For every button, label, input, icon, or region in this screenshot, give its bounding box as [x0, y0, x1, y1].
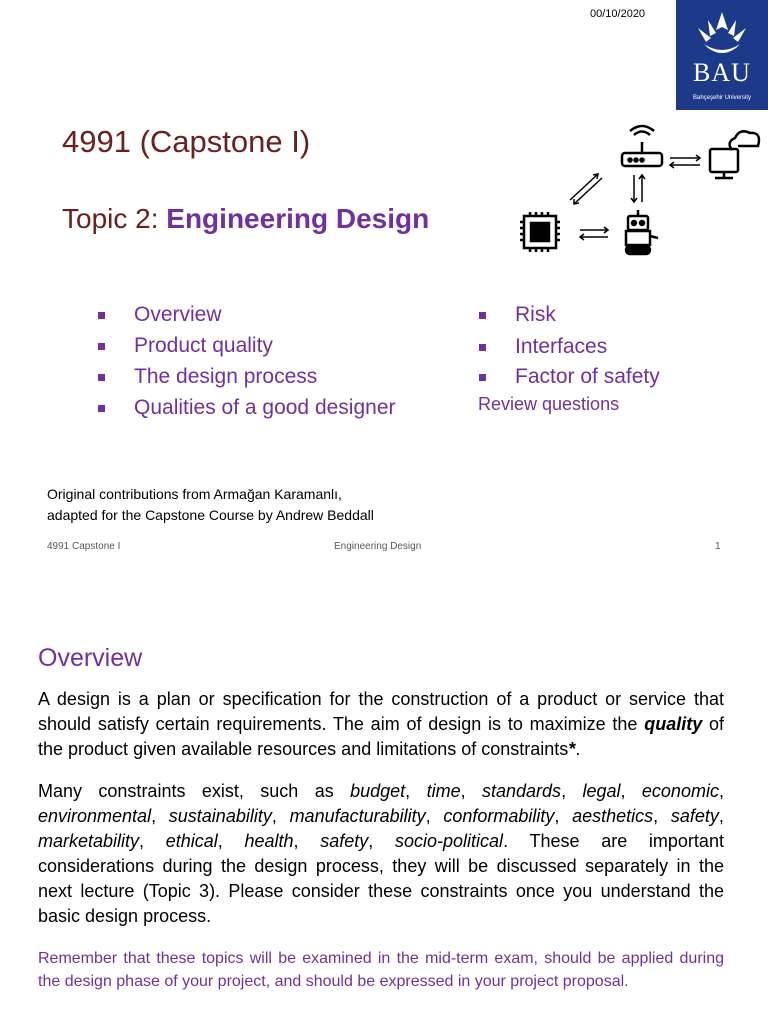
microchip-icon	[520, 212, 560, 252]
text-run: Many constraints exist, such as	[38, 781, 351, 801]
list-item-risk: Risk	[515, 303, 556, 326]
logo-subtitle: Bahçeşehir University	[692, 95, 752, 101]
constraint-term: conformability	[443, 806, 555, 826]
robot-icon	[626, 210, 658, 254]
footer-topic: Engineering Design	[334, 541, 422, 552]
topic-heading	[62, 203, 429, 235]
exam-reminder: Remember that these topics will be examined in the mid-term exam, should be applied during the design phase of your project, and should be expressed in your project proposal.	[38, 950, 724, 990]
quality-emphasis: quality	[644, 714, 703, 734]
constraint-term: time	[426, 781, 461, 801]
constraint-term: marketability	[38, 831, 140, 851]
credits-line: adapted for the Capstone Course by Andrew Beddall	[47, 507, 374, 523]
constraint-term: economic	[641, 781, 719, 801]
topic-name: Engineering Design	[166, 203, 430, 234]
cloud-computer-icon	[710, 131, 759, 178]
constraint-list: budget, time, standards, legal, economic, environmental, sustainability, manufacturability, conformability, aesthetics, safety, marketability, ethical, health, safety, socio-political	[38, 781, 724, 851]
bau-logo	[676, 0, 768, 110]
constraint-term: socio-political	[395, 831, 504, 851]
list-item-design-process: The design process	[134, 365, 318, 388]
network-diagram	[510, 120, 765, 265]
list-item-product-quality: Product quality	[134, 334, 273, 357]
bullet-marker	[98, 312, 105, 319]
bullet-marker	[98, 374, 105, 381]
bullet-marker	[98, 343, 105, 350]
text-run: . These are important considerations during the design process, they will be discussed separately in the next lecture (Topic 3). Please consider these constraints once you understand the basic design process.	[38, 831, 724, 926]
list-item-good-designer: Qualities of a good designer	[134, 396, 396, 419]
topic-prefix: Topic 2:	[62, 203, 167, 234]
bullet-marker	[98, 405, 105, 412]
constraint-term: ethical	[165, 831, 218, 851]
footer-course: 4991 Capstone I	[47, 541, 121, 552]
constraint-term: legal	[582, 781, 621, 801]
credits-line: Original contributions from Armağan Karamanlı,	[47, 486, 342, 502]
constraint-term: safety	[670, 806, 719, 826]
constraint-term: standards	[482, 781, 562, 801]
page-number: 1	[715, 541, 721, 552]
list-item-interfaces: Interfaces	[515, 335, 608, 358]
credits	[47, 484, 374, 526]
list-item-factor-of-safety: Factor of safety	[515, 365, 660, 388]
constraint-term: manufacturability	[289, 806, 426, 826]
logo-text: BAU	[693, 58, 751, 87]
text-run: .	[575, 739, 581, 759]
constraint-term: safety	[320, 831, 369, 851]
bullet-marker	[479, 374, 486, 381]
bullet-marker	[479, 312, 486, 319]
slide-date: 00/10/2020	[590, 8, 646, 20]
constraint-term: environmental	[38, 806, 152, 826]
constraint-term: budget	[350, 781, 406, 801]
constraint-term: aesthetics	[572, 806, 654, 826]
constraints-paragraph	[38, 779, 724, 929]
list-item-overview: Overview	[134, 303, 222, 326]
course-title: 4991 (Capstone I)	[62, 124, 311, 159]
text-run: A design is a plan or specification for the construction of a product or service that should satisfy certain requirements. The aim of design is to maximize the	[38, 689, 724, 734]
constraint-term: sustainability	[168, 806, 272, 826]
text-run: of the product given available resources and limitations of constraints	[38, 714, 725, 759]
overview-heading: Overview	[38, 644, 143, 672]
tulip-emblem-icon	[676, 0, 768, 60]
footnote-marker: *	[568, 739, 576, 759]
wifi-router-icon	[622, 126, 662, 166]
review-questions: Review questions	[478, 394, 620, 414]
constraint-term: health	[244, 831, 294, 851]
design-definition-paragraph	[38, 687, 724, 762]
bullet-marker	[479, 344, 486, 351]
